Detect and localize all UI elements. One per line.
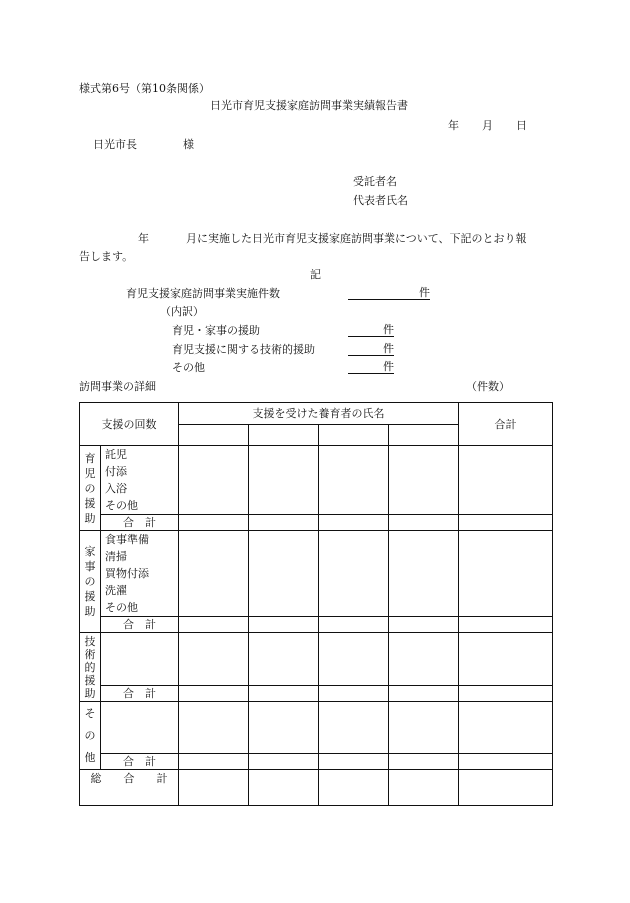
count-cell[interactable]: [389, 633, 459, 686]
count-cell[interactable]: [319, 531, 389, 617]
breakdown-item-field[interactable]: [348, 360, 394, 374]
subtotal-label: 合 計: [101, 754, 179, 770]
count-cell[interactable]: [179, 754, 249, 770]
count-cell[interactable]: [179, 617, 249, 633]
breakdown-item-label: 育児・家事の援助: [172, 324, 260, 337]
count-cell[interactable]: [249, 770, 319, 806]
count-cell[interactable]: [389, 770, 459, 806]
total-cell[interactable]: [459, 617, 553, 633]
group-label-technical: 技 術 的 援 助: [80, 633, 101, 702]
count-cell[interactable]: [319, 770, 389, 806]
breakdown-item-label: その他: [172, 361, 205, 374]
date-year: 年: [448, 119, 459, 132]
group-label-childcare: 育 児 の 援 助: [80, 446, 101, 531]
total-cell[interactable]: [459, 686, 553, 702]
total-cell[interactable]: [459, 754, 553, 770]
count-cell[interactable]: [319, 686, 389, 702]
total-cell[interactable]: [459, 702, 553, 754]
group-label-housework: 家 事 の 援 助: [80, 531, 101, 633]
group-label-other: そ の 他: [80, 702, 101, 770]
grand-total-label: 総 合 計: [80, 770, 179, 806]
count-cell[interactable]: [389, 754, 459, 770]
total-count-unit: 件: [348, 286, 430, 300]
count-cell[interactable]: [319, 446, 389, 515]
subtotal-label: 合 計: [101, 686, 179, 702]
header-names: 支援を受けた養育者の氏名: [179, 403, 459, 425]
item-list-housework: 食事準備 清掃 買物付添 洗濯 その他: [101, 531, 179, 617]
count-cell[interactable]: [249, 446, 319, 515]
breakdown-item-unit: 件: [348, 342, 394, 356]
count-cell[interactable]: [389, 531, 459, 617]
count-cell[interactable]: [249, 531, 319, 617]
details-unit-note: （件数）: [466, 380, 510, 393]
count-cell[interactable]: [179, 702, 249, 754]
total-cell[interactable]: [459, 770, 553, 806]
count-cell[interactable]: [249, 686, 319, 702]
count-cell[interactable]: [249, 754, 319, 770]
total-count-field[interactable]: [348, 286, 430, 300]
count-cell[interactable]: [249, 702, 319, 754]
count-cell[interactable]: [249, 515, 319, 531]
total-cell[interactable]: [459, 633, 553, 686]
count-cell[interactable]: [249, 633, 319, 686]
body-line2: 告します。: [79, 250, 134, 263]
total-cell[interactable]: [459, 515, 553, 531]
date-day: 日: [516, 119, 527, 132]
total-cell[interactable]: [459, 446, 553, 515]
form-number: 様式第6号（第10条関係）: [79, 82, 210, 95]
count-cell[interactable]: [179, 686, 249, 702]
document-title: 日光市育児支援家庭訪問事業実績報告書: [210, 99, 408, 112]
representative-label: 代表者氏名: [353, 194, 408, 207]
details-table: [79, 402, 553, 806]
count-cell[interactable]: [389, 617, 459, 633]
count-cell[interactable]: [389, 702, 459, 754]
count-cell[interactable]: [319, 515, 389, 531]
total-cell[interactable]: [459, 531, 553, 617]
count-cell[interactable]: [179, 531, 249, 617]
details-heading: 訪問事業の詳細: [79, 380, 156, 393]
header-visits: 支援の回数: [80, 403, 179, 446]
breakdown-label: （内訳）: [160, 305, 204, 318]
count-cell[interactable]: [389, 515, 459, 531]
count-cell[interactable]: [249, 617, 319, 633]
count-cell[interactable]: [319, 617, 389, 633]
total-count-label: 育児支援家庭訪問事業実施件数: [126, 287, 280, 300]
breakdown-item-unit: 件: [348, 323, 394, 337]
count-cell[interactable]: [319, 754, 389, 770]
count-cell[interactable]: [319, 702, 389, 754]
count-cell[interactable]: [389, 446, 459, 515]
count-cell[interactable]: [389, 686, 459, 702]
count-cell[interactable]: [319, 633, 389, 686]
item-cell[interactable]: [101, 702, 179, 754]
name-cell[interactable]: [179, 425, 249, 446]
breakdown-item-field[interactable]: [348, 323, 394, 337]
count-cell[interactable]: [179, 446, 249, 515]
count-cell[interactable]: [179, 515, 249, 531]
subtotal-label: 合 計: [101, 515, 179, 531]
count-cell[interactable]: [179, 633, 249, 686]
header-total: 合計: [459, 403, 553, 446]
name-cell[interactable]: [249, 425, 319, 446]
ki-mark: 記: [310, 268, 321, 281]
contractor-label: 受託者名: [353, 175, 397, 188]
addressee: 日光市長: [93, 138, 137, 151]
name-cell[interactable]: [389, 425, 459, 446]
breakdown-item-unit: 件: [348, 360, 394, 374]
subtotal-label: 合 計: [101, 617, 179, 633]
body-year: 年: [138, 232, 149, 245]
honorific: 様: [183, 138, 194, 151]
date-month: 月: [482, 119, 493, 132]
item-list-childcare: 託児 付添 入浴 その他: [101, 446, 179, 515]
body-line1: 月に実施した日光市育児支援家庭訪問事業について、下記のとおり報: [186, 232, 527, 245]
breakdown-item-label: 育児支援に関する技術的援助: [172, 343, 315, 356]
breakdown-item-field[interactable]: [348, 342, 394, 356]
count-cell[interactable]: [179, 770, 249, 806]
item-cell[interactable]: [101, 633, 179, 686]
name-cell[interactable]: [319, 425, 389, 446]
